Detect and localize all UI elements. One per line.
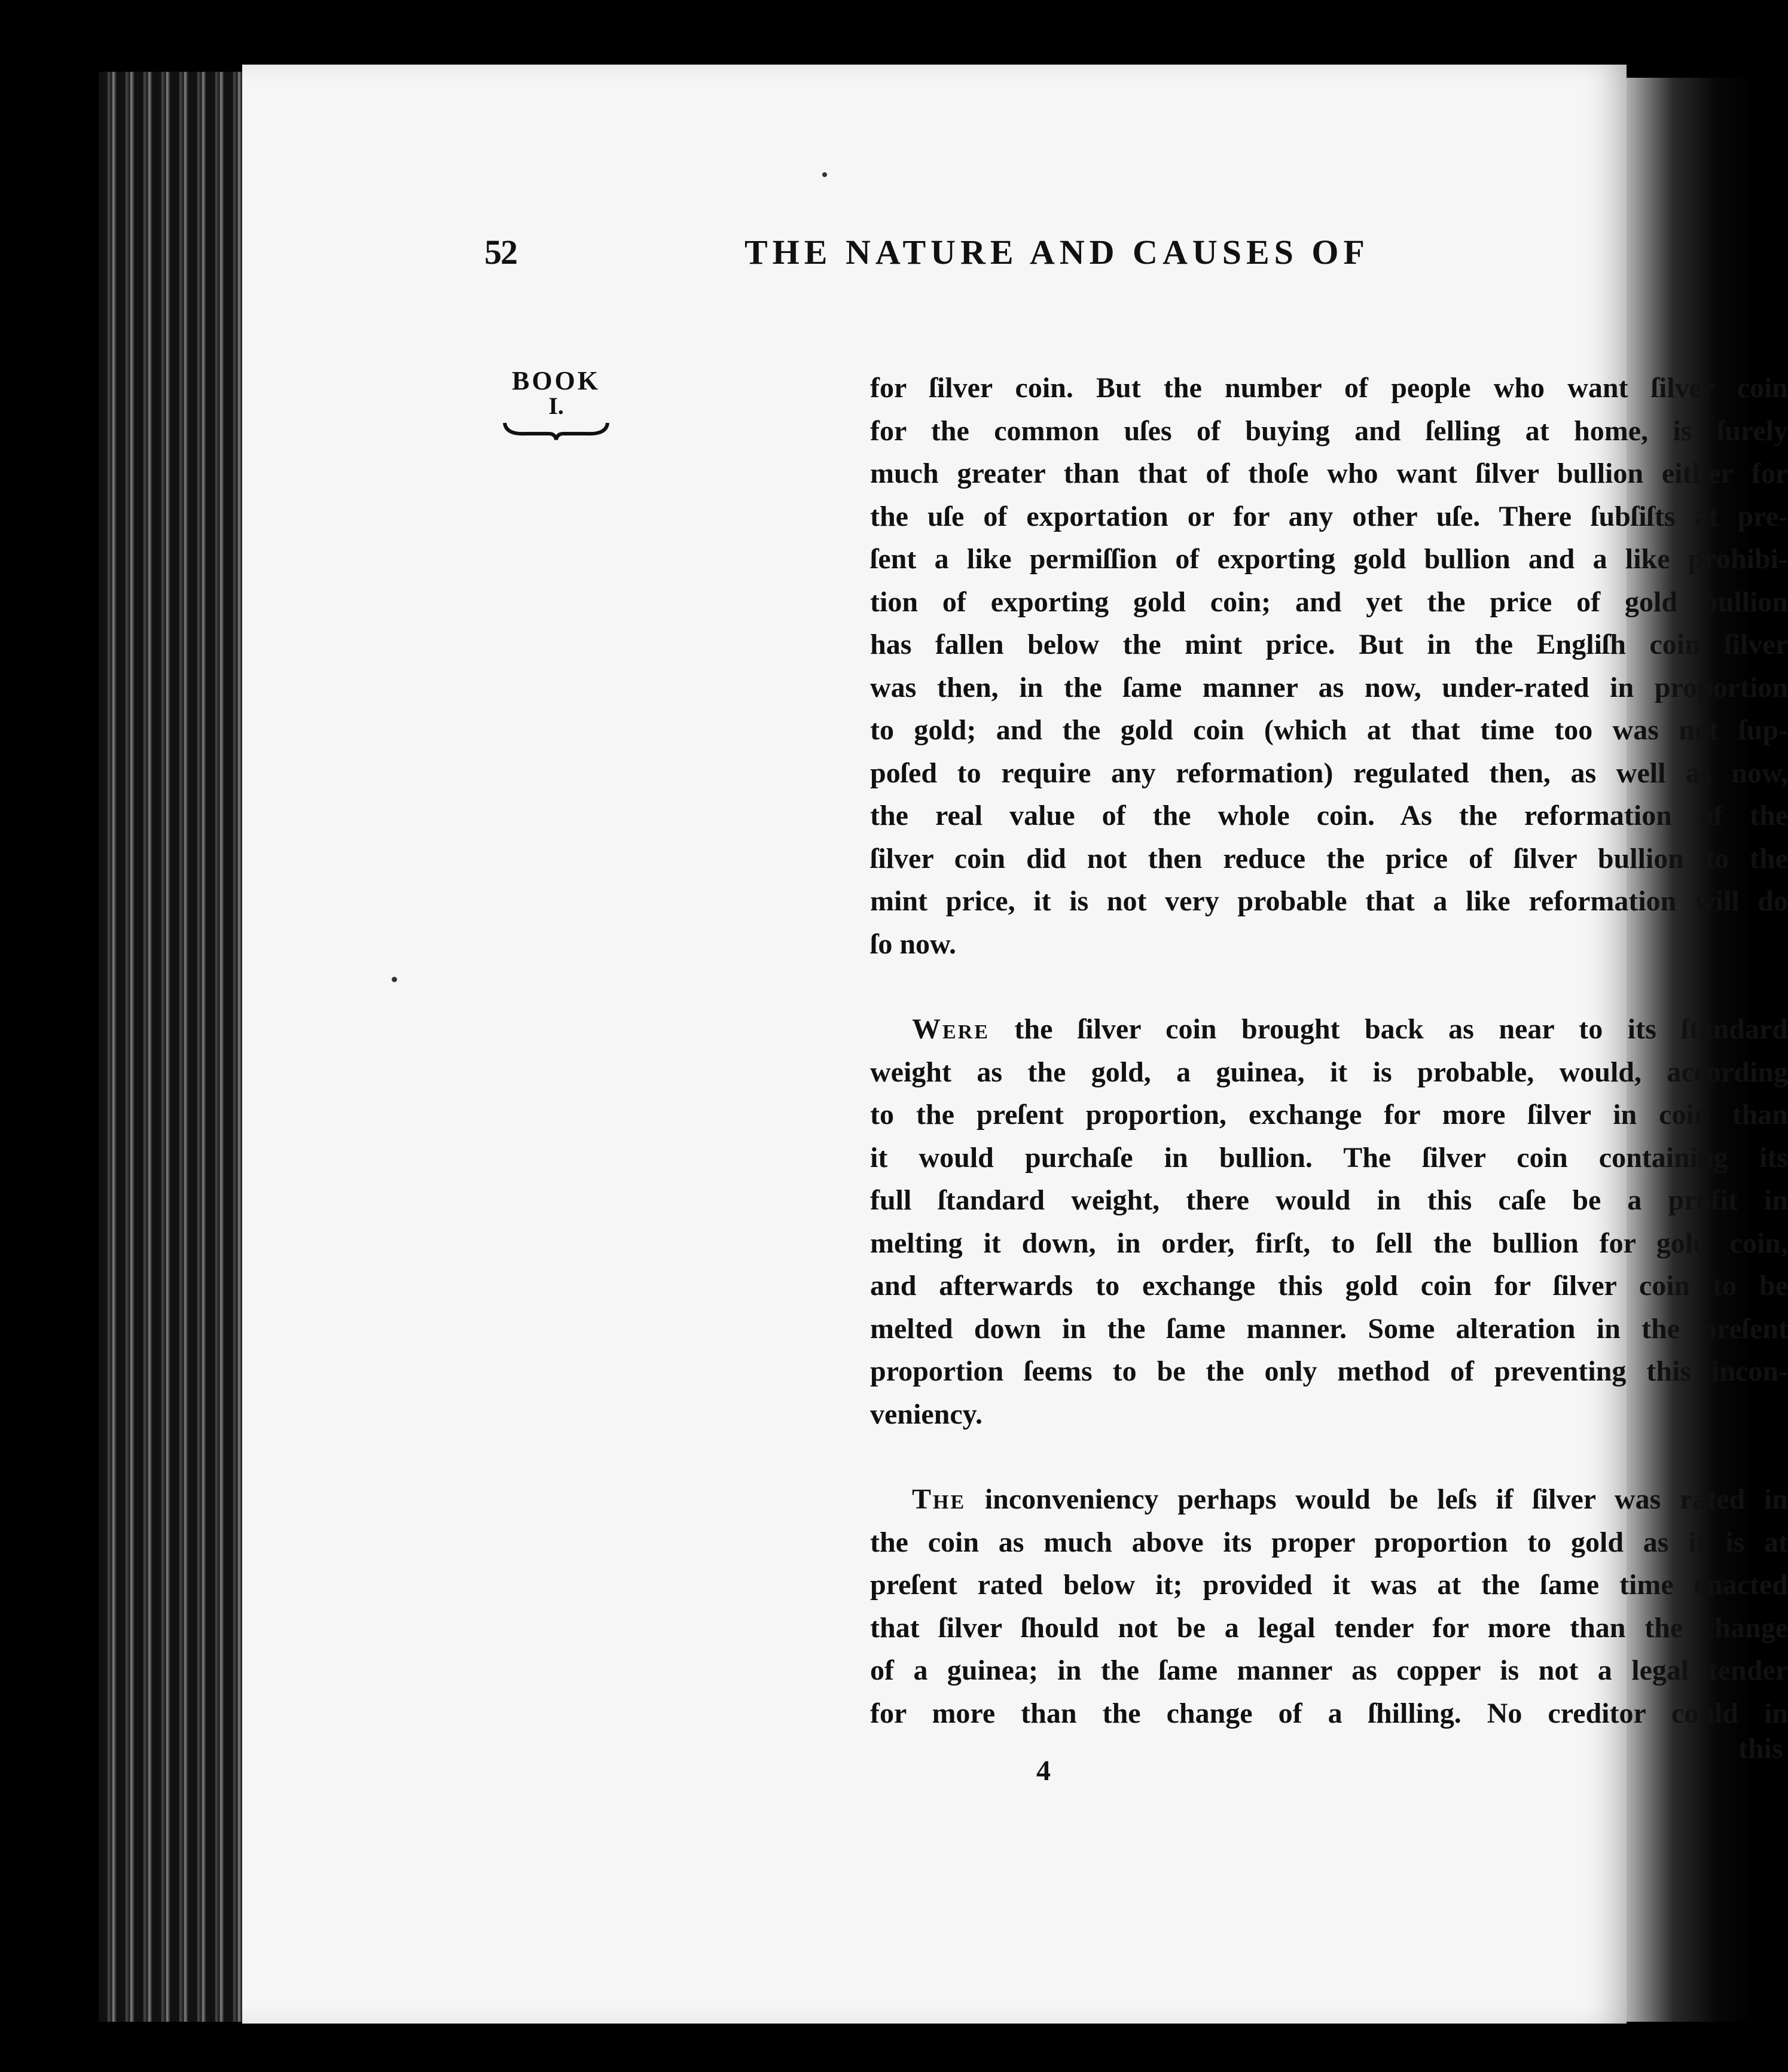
text-line: for more than the change of a ſhilling. No creditor could in bbox=[870, 1697, 1788, 1729]
book-label: BOOK bbox=[511, 366, 601, 395]
text-line: has fallen below the mint price. But in the Engliſh coin ſilver bbox=[870, 629, 1788, 660]
text-line: preſent rated below it; provided it was at the ſame time enacted bbox=[870, 1569, 1788, 1601]
print-speck bbox=[392, 977, 397, 982]
body-text bbox=[870, 367, 1788, 1735]
text-line-rest: the ſilver coin brought back as near to its ſtandard bbox=[989, 1013, 1788, 1045]
paragraph-2 bbox=[870, 1008, 1788, 1436]
text-line: for ſilver coin. But the number of people who want ſilver coin bbox=[870, 372, 1788, 404]
text-line: ſilver coin did not then reduce the price of ſilver bullion to the bbox=[870, 842, 1788, 874]
text-line: ſent a like permiſſion of exporting gold bullion and a like prohibi- bbox=[870, 543, 1788, 575]
text-line: full ſtandard weight, there would in this caſe be a profit in bbox=[870, 1184, 1788, 1216]
text-line: for the common uſes of buying and ſelling at home, is ſurely bbox=[870, 415, 1788, 447]
text-line: weight as the gold, a guinea, it is probable, would, according bbox=[870, 1056, 1788, 1088]
text-line: the real value of the whole coin. As the reformation of the bbox=[870, 800, 1788, 831]
book-page bbox=[242, 65, 1788, 2024]
paragraph-lead: The bbox=[912, 1483, 966, 1515]
text-line: tion of exporting gold coin; and yet the price of gold bullion bbox=[870, 586, 1788, 618]
text-line: much greater than that of thoſe who want ſilver bullion either for bbox=[870, 458, 1788, 489]
print-speck bbox=[822, 172, 827, 177]
paragraph-lead: Were bbox=[912, 1013, 990, 1045]
text-line: that ſilver ſhould not be a legal tender for more than the change bbox=[870, 1611, 1788, 1644]
book-number: I. bbox=[548, 392, 564, 419]
text-line: and afterwards to exchange this gold coin for ſilver coin to be bbox=[870, 1270, 1788, 1302]
signature-mark: 4 bbox=[1036, 1755, 1051, 1787]
text-line-rest: inconveniency perhaps would be leſs if ſilver was rated in bbox=[966, 1483, 1788, 1515]
paragraph-3 bbox=[870, 1478, 1788, 1735]
text-line: the coin as much above its proper proportion to gold as it is at bbox=[870, 1526, 1788, 1558]
text-line: of a guinea; in the ſame manner as copper is not a legal tender bbox=[870, 1654, 1788, 1686]
running-header bbox=[242, 232, 1627, 286]
text-line: poſed to require any reformation) regulated then, as well as now, bbox=[870, 757, 1788, 789]
text-line: the uſe of exportation or for any other uſe. There ſubſiſts at pre- bbox=[870, 500, 1788, 532]
text-line: it would purchaſe in bullion. The ſilver coin containing its bbox=[870, 1141, 1788, 1174]
text-line bbox=[870, 1008, 1788, 1051]
text-line: to gold; and the gold coin (which at that time too was not ſup- bbox=[870, 714, 1788, 746]
text-line: proportion ſeems to be the only method of preventing this incon- bbox=[870, 1355, 1788, 1387]
catchword: this bbox=[1738, 1733, 1783, 1765]
running-title: THE NATURE AND CAUSES OF bbox=[745, 233, 1369, 272]
book-spine-edge bbox=[99, 72, 242, 2022]
text-line: ſo now. bbox=[870, 928, 957, 960]
text-line: to the preſent proportion, exchange for more ſilver in coin than bbox=[870, 1099, 1788, 1131]
text-line: melted down in the ſame manner. Some alteration in the preſent bbox=[870, 1312, 1788, 1345]
text-line bbox=[870, 1478, 1788, 1521]
page-number: 52 bbox=[484, 233, 517, 272]
margin-note bbox=[496, 367, 616, 441]
text-line: veniency. bbox=[870, 1398, 983, 1430]
brace-ornament-icon bbox=[502, 417, 610, 441]
text-line: mint price, it is not very probable that a like reformation will do bbox=[870, 885, 1788, 917]
text-line: melting it down, in order, firſt, to ſell the bullion for gold coin, bbox=[870, 1227, 1788, 1259]
paragraph-1 bbox=[870, 367, 1788, 965]
text-line: was then, in the ſame manner as now, under-rated in proportion bbox=[870, 671, 1788, 703]
